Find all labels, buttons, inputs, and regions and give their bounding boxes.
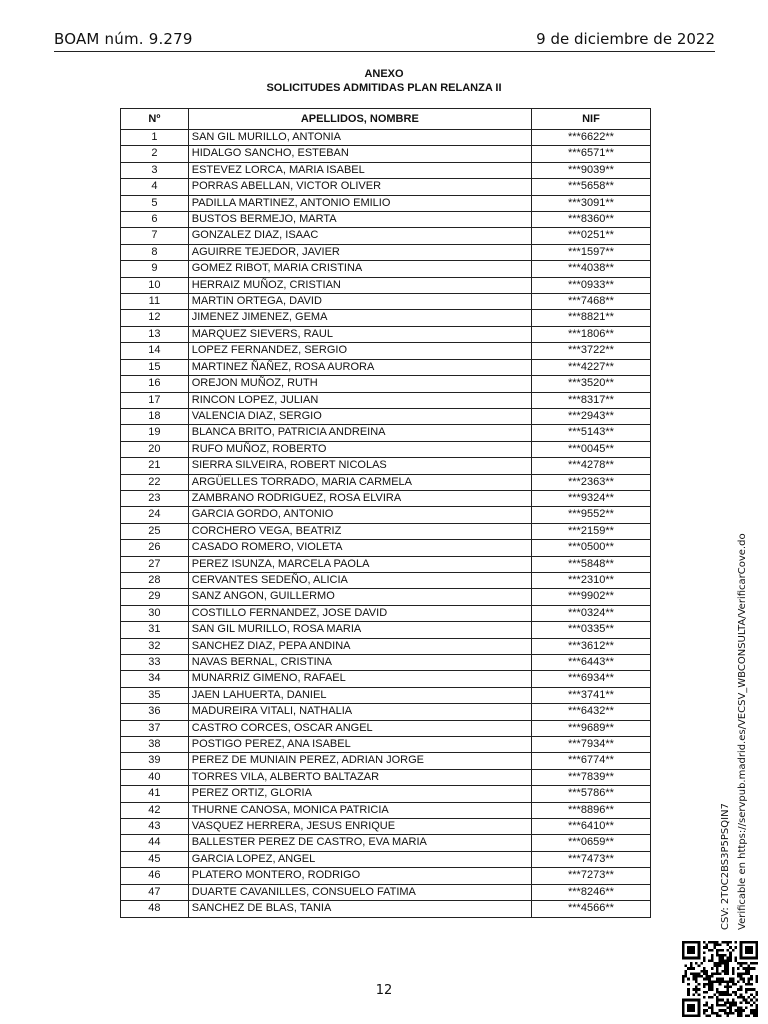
row-number: 28 — [121, 572, 189, 588]
document-subtitle: SOLICITUDES ADMITIDAS PLAN RELANZA II — [266, 82, 502, 94]
applicant-nif: ***6443** — [531, 655, 650, 671]
row-number: 43 — [121, 819, 189, 835]
applicant-name: ESTEVEZ LORCA, MARIA ISABEL — [188, 162, 531, 178]
row-number: 17 — [121, 392, 189, 408]
applicant-nif: ***7473** — [531, 851, 650, 867]
table-row — [121, 474, 651, 490]
applicant-nif: ***2363** — [531, 474, 650, 490]
applicant-nif: ***6571** — [531, 146, 650, 162]
row-number: 26 — [121, 540, 189, 556]
row-number: 32 — [121, 638, 189, 654]
applicant-nif: ***9689** — [531, 720, 650, 736]
table-row — [121, 326, 651, 342]
applicant-nif: ***3741** — [531, 687, 650, 703]
table-row — [121, 507, 651, 523]
table-row — [121, 655, 651, 671]
table-row — [121, 901, 651, 917]
applicant-nif: ***9552** — [531, 507, 650, 523]
row-number: 15 — [121, 359, 189, 375]
row-number: 39 — [121, 753, 189, 769]
table-row — [121, 704, 651, 720]
row-number: 16 — [121, 376, 189, 392]
row-number: 27 — [121, 556, 189, 572]
table-row — [121, 884, 651, 900]
applicant-name: BUSTOS BERMEJO, MARTA — [188, 212, 531, 228]
applicant-name: HERRAIZ MUÑOZ, CRISTIAN — [188, 277, 531, 293]
table-row — [121, 638, 651, 654]
applicant-name: ARGÜELLES TORRADO, MARIA CARMELA — [188, 474, 531, 490]
csv-code: CSV: 2T0C2BS3P5PSQIN7 — [720, 803, 731, 930]
applicant-nif: ***2159** — [531, 523, 650, 539]
applicant-nif: ***6774** — [531, 753, 650, 769]
applicant-nif: ***2943** — [531, 408, 650, 424]
applicant-name: GONZALEZ DIAZ, ISAAC — [188, 228, 531, 244]
table-row — [121, 244, 651, 260]
table-row — [121, 425, 651, 441]
applicant-nif: ***6432** — [531, 704, 650, 720]
table-row — [121, 490, 651, 506]
bulletin-date: 9 de diciembre de 2022 — [536, 30, 715, 48]
row-number: 12 — [121, 310, 189, 326]
applicant-nif: ***3091** — [531, 195, 650, 211]
applicant-name: RINCON LOPEZ, JULIAN — [188, 392, 531, 408]
applicant-nif: ***8896** — [531, 802, 650, 818]
table-row — [121, 851, 651, 867]
applicant-nif: ***7839** — [531, 769, 650, 785]
row-number: 22 — [121, 474, 189, 490]
table-row — [121, 441, 651, 457]
row-number: 11 — [121, 294, 189, 310]
applicant-nif: ***3612** — [531, 638, 650, 654]
applicant-nif: ***9902** — [531, 589, 650, 605]
row-number: 3 — [121, 162, 189, 178]
column-header-name: APELLIDOS, NOMBRE — [188, 109, 531, 130]
applicant-name: CORCHERO VEGA, BEATRIZ — [188, 523, 531, 539]
applicant-nif: ***8246** — [531, 884, 650, 900]
row-number: 25 — [121, 523, 189, 539]
table-row — [121, 868, 651, 884]
applicant-nif: ***7468** — [531, 294, 650, 310]
applicant-name: GARCIA GORDO, ANTONIO — [188, 507, 531, 523]
table-row — [121, 408, 651, 424]
row-number: 14 — [121, 343, 189, 359]
applicant-nif: ***8360** — [531, 212, 650, 228]
page-number: 12 — [375, 983, 393, 998]
table-header-row — [121, 109, 651, 130]
applicant-nif: ***6410** — [531, 819, 650, 835]
row-number: 8 — [121, 244, 189, 260]
applicant-name: POSTIGO PEREZ, ANA ISABEL — [188, 737, 531, 753]
applicant-name: DUARTE CAVANILLES, CONSUELO FATIMA — [188, 884, 531, 900]
applicant-name: MARQUEZ SIEVERS, RAUL — [188, 326, 531, 342]
table-row — [121, 802, 651, 818]
applicant-nif: ***1806** — [531, 326, 650, 342]
applicant-nif: ***5658** — [531, 179, 650, 195]
bulletin-number: BOAM núm. 9.279 — [54, 30, 193, 48]
table-row — [121, 195, 651, 211]
table-row — [121, 720, 651, 736]
applicant-name: PEREZ ISUNZA, MARCELA PAOLA — [188, 556, 531, 572]
applicant-nif: ***9324** — [531, 490, 650, 506]
table-row — [121, 294, 651, 310]
table-row — [121, 687, 651, 703]
table-row — [121, 671, 651, 687]
column-header-nif: NIF — [531, 109, 650, 130]
row-number: 23 — [121, 490, 189, 506]
applicant-name: LOPEZ FERNANDEZ, SERGIO — [188, 343, 531, 359]
header-divider — [54, 51, 715, 52]
row-number: 34 — [121, 671, 189, 687]
applicant-name: SIERRA SILVEIRA, ROBERT NICOLAS — [188, 458, 531, 474]
row-number: 24 — [121, 507, 189, 523]
applicant-name: GOMEZ RIBOT, MARIA CRISTINA — [188, 261, 531, 277]
applicant-name: PLATERO MONTERO, RODRIGO — [188, 868, 531, 884]
table-row — [121, 540, 651, 556]
table-row — [121, 310, 651, 326]
applicant-nif: ***5143** — [531, 425, 650, 441]
applicant-name: CASADO ROMERO, VIOLETA — [188, 540, 531, 556]
table-row — [121, 146, 651, 162]
applicant-name: TORRES VILA, ALBERTO BALTAZAR — [188, 769, 531, 785]
table-row — [121, 589, 651, 605]
applicant-nif: ***0659** — [531, 835, 650, 851]
table-row — [121, 212, 651, 228]
applicant-name: JIMENEZ JIMENEZ, GEMA — [188, 310, 531, 326]
applicant-nif: ***3520** — [531, 376, 650, 392]
row-number: 20 — [121, 441, 189, 457]
applicant-nif: ***0335** — [531, 622, 650, 638]
applicant-name: RUFO MUÑOZ, ROBERTO — [188, 441, 531, 457]
applicant-nif: ***9039** — [531, 162, 650, 178]
row-number: 33 — [121, 655, 189, 671]
applicant-nif: ***0500** — [531, 540, 650, 556]
applicant-nif: ***8317** — [531, 392, 650, 408]
applicant-nif: ***4566** — [531, 901, 650, 917]
row-number: 1 — [121, 130, 189, 146]
row-number: 6 — [121, 212, 189, 228]
table-row — [121, 179, 651, 195]
row-number: 48 — [121, 901, 189, 917]
table-row — [121, 376, 651, 392]
table-row — [121, 819, 651, 835]
applicant-nif: ***3722** — [531, 343, 650, 359]
row-number: 35 — [121, 687, 189, 703]
row-number: 30 — [121, 605, 189, 621]
applicant-nif: ***2310** — [531, 572, 650, 588]
applicant-name: BALLESTER PEREZ DE CASTRO, EVA MARIA — [188, 835, 531, 851]
applicant-nif: ***0251** — [531, 228, 650, 244]
table-row — [121, 605, 651, 621]
applicant-nif: ***7273** — [531, 868, 650, 884]
applicant-nif: ***0324** — [531, 605, 650, 621]
table-row — [121, 228, 651, 244]
row-number: 44 — [121, 835, 189, 851]
applicant-name: MUNARRIZ GIMENO, RAFAEL — [188, 671, 531, 687]
applicant-name: PEREZ DE MUNIAIN PEREZ, ADRIAN JORGE — [188, 753, 531, 769]
row-number: 9 — [121, 261, 189, 277]
table-row — [121, 130, 651, 146]
applicant-name: SAN GIL MURILLO, ROSA MARIA — [188, 622, 531, 638]
applicant-nif: ***0045** — [531, 441, 650, 457]
applicant-name: MADUREIRA VITALI, NATHALIA — [188, 704, 531, 720]
applicant-name: CERVANTES SEDEÑO, ALICIA — [188, 572, 531, 588]
applicant-name: HIDALGO SANCHO, ESTEBAN — [188, 146, 531, 162]
table-row — [121, 359, 651, 375]
applicant-nif: ***1597** — [531, 244, 650, 260]
applicant-name: VASQUEZ HERRERA, JESUS ENRIQUE — [188, 819, 531, 835]
row-number: 38 — [121, 737, 189, 753]
applicant-name: PADILLA MARTINEZ, ANTONIO EMILIO — [188, 195, 531, 211]
row-number: 7 — [121, 228, 189, 244]
table-row — [121, 343, 651, 359]
applicant-nif: ***5848** — [531, 556, 650, 572]
applicant-name: PORRAS ABELLAN, VICTOR OLIVER — [188, 179, 531, 195]
row-number: 5 — [121, 195, 189, 211]
qr-code-icon — [682, 941, 758, 1017]
row-number: 46 — [121, 868, 189, 884]
document-title: ANEXO — [364, 68, 404, 80]
applicant-name: SANCHEZ DIAZ, PEPA ANDINA — [188, 638, 531, 654]
row-number: 40 — [121, 769, 189, 785]
row-number: 45 — [121, 851, 189, 867]
applicant-name: MARTIN ORTEGA, DAVID — [188, 294, 531, 310]
row-number: 29 — [121, 589, 189, 605]
applicant-name: ZAMBRANO RODRIGUEZ, ROSA ELVIRA — [188, 490, 531, 506]
applicant-nif: ***8821** — [531, 310, 650, 326]
applicant-nif: ***5786** — [531, 786, 650, 802]
column-header-number: Nº — [121, 109, 189, 130]
row-number: 36 — [121, 704, 189, 720]
applicant-name: GARCIA LOPEZ, ANGEL — [188, 851, 531, 867]
table-row — [121, 835, 651, 851]
applicant-name: CASTRO CORCES, OSCAR ANGEL — [188, 720, 531, 736]
applicant-nif: ***0933** — [531, 277, 650, 293]
row-number: 4 — [121, 179, 189, 195]
row-number: 21 — [121, 458, 189, 474]
applicant-nif: ***4227** — [531, 359, 650, 375]
table-row — [121, 737, 651, 753]
applicant-nif: ***4278** — [531, 458, 650, 474]
table-row — [121, 769, 651, 785]
table-row — [121, 786, 651, 802]
applicant-name: VALENCIA DIAZ, SERGIO — [188, 408, 531, 424]
row-number: 2 — [121, 146, 189, 162]
applicant-name: JAEN LAHUERTA, DANIEL — [188, 687, 531, 703]
applicant-name: OREJON MUÑOZ, RUTH — [188, 376, 531, 392]
row-number: 31 — [121, 622, 189, 638]
table-row — [121, 458, 651, 474]
applicant-name: COSTILLO FERNANDEZ, JOSE DAVID — [188, 605, 531, 621]
applicant-name: BLANCA BRITO, PATRICIA ANDREINA — [188, 425, 531, 441]
table-body — [121, 130, 651, 918]
table-row — [121, 572, 651, 588]
verification-url: Verificable en https://servpub.madrid.es/VECSV_WBCONSULTA/VerificarCove.do — [737, 533, 748, 930]
applicant-nif: ***4038** — [531, 261, 650, 277]
applicant-name: AGUIRRE TEJEDOR, JAVIER — [188, 244, 531, 260]
row-number: 37 — [121, 720, 189, 736]
row-number: 19 — [121, 425, 189, 441]
row-number: 47 — [121, 884, 189, 900]
applicant-name: MARTINEZ ÑAÑEZ, ROSA AURORA — [188, 359, 531, 375]
applicant-name: SAN GIL MURILLO, ANTONIA — [188, 130, 531, 146]
table-row — [121, 556, 651, 572]
table-row — [121, 277, 651, 293]
table-row — [121, 523, 651, 539]
row-number: 42 — [121, 802, 189, 818]
applicant-name: THURNE CANOSA, MONICA PATRICIA — [188, 802, 531, 818]
table-row — [121, 622, 651, 638]
applicant-name: SANZ ANGON, GUILLERMO — [188, 589, 531, 605]
applicant-nif: ***7934** — [531, 737, 650, 753]
row-number: 10 — [121, 277, 189, 293]
admitted-applications-table — [120, 108, 651, 918]
table-row — [121, 392, 651, 408]
table-row — [121, 162, 651, 178]
applicant-name: NAVAS BERNAL, CRISTINA — [188, 655, 531, 671]
row-number: 13 — [121, 326, 189, 342]
table-row — [121, 753, 651, 769]
applicant-name: SANCHEZ DE BLAS, TANIA — [188, 901, 531, 917]
table-row — [121, 261, 651, 277]
applicant-name: PEREZ ORTIZ, GLORIA — [188, 786, 531, 802]
applicant-nif: ***6934** — [531, 671, 650, 687]
row-number: 18 — [121, 408, 189, 424]
applicant-nif: ***6622** — [531, 130, 650, 146]
row-number: 41 — [121, 786, 189, 802]
